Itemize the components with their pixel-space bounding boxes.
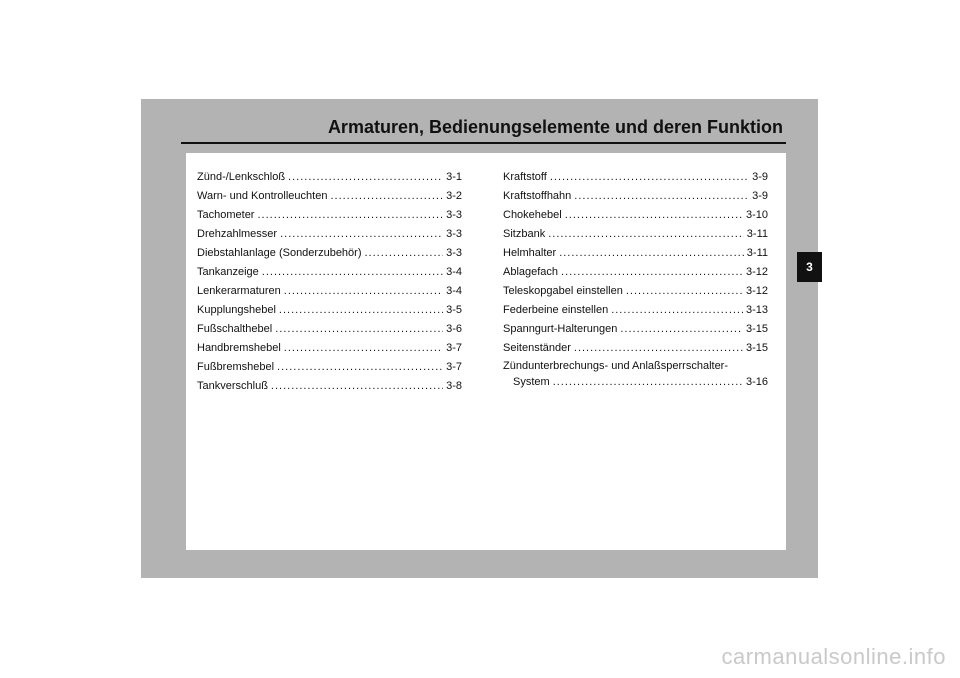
toc-entry-page: 3-15 (745, 342, 768, 354)
toc-entry-label: Spanngurt-Halterungen (503, 323, 618, 335)
toc-entry-label: Seitenständer (503, 342, 571, 354)
toc-entry-page: 3-2 (446, 190, 462, 202)
toc-entry[interactable] (197, 244, 462, 263)
toc-entry-page: 3-3 (446, 247, 462, 259)
toc-entry-page: 3-7 (446, 361, 462, 373)
toc-leader-dots (271, 377, 443, 396)
toc-leader-dots (561, 263, 743, 282)
toc-entry-label: Chokehebel (503, 209, 562, 221)
toc-entry[interactable] (503, 187, 768, 206)
title-underline (181, 142, 786, 144)
toc-entry[interactable] (503, 282, 768, 301)
toc-entry-label: Drehzahlmesser (197, 228, 278, 240)
toc-entry[interactable] (503, 301, 768, 320)
toc-leader-dots (559, 244, 744, 263)
toc-entry-label: Handbremshebel (197, 342, 281, 354)
toc-entry[interactable] (197, 339, 462, 358)
toc-entry[interactable] (197, 358, 462, 377)
toc-leader-dots (620, 320, 743, 339)
toc-leader-dots (262, 263, 443, 282)
toc-leader-dots (550, 168, 749, 187)
toc-entry-page: 3-6 (446, 323, 462, 335)
toc-entry-label: Kupplungshebel (197, 304, 276, 316)
toc-entry-page: 3-5 (446, 304, 462, 316)
manual-page (141, 99, 818, 578)
toc-entry-label: Kraftstoffhahn (503, 190, 572, 202)
toc-leader-dots (257, 206, 443, 225)
toc-entry-page: 3-4 (446, 285, 462, 297)
toc-entry[interactable] (503, 168, 768, 187)
toc-entry-continuation (503, 374, 768, 390)
toc-leader-dots (330, 187, 443, 206)
toc-entry[interactable] (503, 244, 768, 263)
toc-entry[interactable] (197, 168, 462, 187)
toc-entry-label: System (513, 376, 550, 388)
toc-leader-dots (548, 225, 744, 244)
toc-leader-dots (288, 168, 443, 187)
toc-leader-dots (574, 339, 743, 358)
toc-entry-label: Ablagefach (503, 266, 559, 278)
toc-entry-label: Tankanzeige (197, 266, 259, 278)
chapter-tab[interactable]: 3 (797, 252, 822, 282)
toc-entry-page: 3-3 (446, 209, 462, 221)
toc-entry-label: Zünd-/Lenkschloß (197, 171, 286, 183)
toc-entry-label: Federbeine einstellen (503, 304, 609, 316)
toc-entry-label: Teleskopgabel einstellen (503, 285, 623, 297)
toc-entry-label: Sitzbank (503, 228, 546, 240)
toc-entry-label: Kraftstoff (503, 171, 547, 183)
toc-entry-label: Diebstahlanlage (Sonderzubehör) (197, 247, 362, 259)
toc-entry-page: 3-16 (745, 376, 768, 388)
toc-entry-page: 3-4 (446, 266, 462, 278)
toc-entry-page: 3-1 (446, 171, 462, 183)
toc-leader-dots (284, 282, 443, 301)
toc-entry-label: Lenkerarmaturen (197, 285, 281, 297)
toc-column-right (503, 168, 768, 390)
toc-entry[interactable] (503, 339, 768, 358)
toc-entry-page: 3-7 (446, 342, 462, 354)
toc-entry[interactable] (503, 225, 768, 244)
toc-column-left (197, 168, 462, 396)
toc-entry-label: Fußbremshebel (197, 361, 275, 373)
toc-entry-label: Fußschalthebel (197, 323, 273, 335)
toc-entry-page: 3-9 (752, 171, 768, 183)
toc-entry-label: Tankverschluß (197, 380, 268, 392)
toc-entry-page: 3-13 (745, 304, 768, 316)
toc-entry-page: 3-12 (745, 285, 768, 297)
toc-entry[interactable] (197, 377, 462, 396)
toc-entry-label: Zündunterbrechungs- und Anlaßsperrschalter- (503, 360, 729, 372)
toc-entry-page: 3-10 (745, 209, 768, 221)
toc-entry-page: 3-11 (746, 247, 768, 259)
page-title: Armaturen, Bedienungselemente und deren Funktion (327, 117, 783, 137)
toc-entry[interactable] (197, 282, 462, 301)
toc-entry[interactable] (503, 358, 768, 390)
toc-leader-dots (611, 301, 743, 320)
toc-entry[interactable] (197, 320, 462, 339)
toc-entry[interactable] (503, 263, 768, 282)
toc-leader-dots (280, 225, 443, 244)
toc-entry-label: Tachometer (197, 209, 255, 221)
watermark: carmanualsonline.info (721, 644, 946, 669)
toc-leader-dots (284, 339, 443, 358)
toc-leader-dots (279, 301, 443, 320)
toc-leader-dots (553, 374, 743, 390)
toc-entry[interactable] (503, 320, 768, 339)
toc-entry[interactable] (197, 225, 462, 244)
toc-entry[interactable] (197, 206, 462, 225)
toc-entry[interactable] (197, 187, 462, 206)
toc-entry-page: 3-3 (446, 228, 462, 240)
toc-leader-dots (277, 358, 443, 377)
toc-entry-page: 3-9 (752, 190, 768, 202)
toc-entry-page: 3-12 (745, 266, 768, 278)
toc-leader-dots (275, 320, 443, 339)
toc-entry[interactable] (197, 263, 462, 282)
toc-entry[interactable] (503, 206, 768, 225)
toc-panel (186, 153, 786, 550)
toc-leader-dots (574, 187, 749, 206)
toc-entry-page: 3-11 (746, 228, 768, 240)
toc-entry-page: 3-15 (745, 323, 768, 335)
toc-entry-label: Helmhalter (503, 247, 557, 259)
toc-entry[interactable] (197, 301, 462, 320)
toc-leader-dots (565, 206, 743, 225)
toc-leader-dots (365, 244, 444, 263)
toc-leader-dots (626, 282, 743, 301)
toc-entry-label: Warn- und Kontrolleuchten (197, 190, 328, 202)
toc-entry-page: 3-8 (446, 380, 462, 392)
